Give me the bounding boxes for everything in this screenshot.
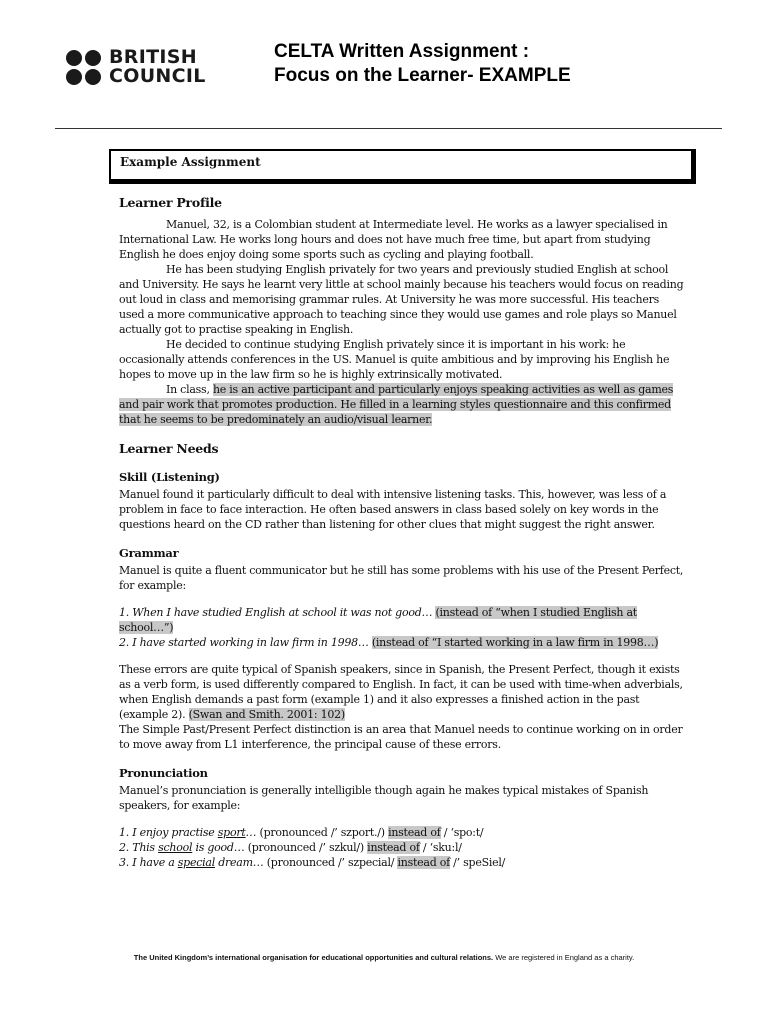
heading-learner-profile: Learner Profile <box>119 195 222 210</box>
logo-dots-icon <box>66 48 106 88</box>
logo-line-2: COUNCIL <box>109 65 206 87</box>
document-title <box>274 40 571 88</box>
pron-ex1-instead: instead of <box>388 826 441 839</box>
pron-ex3-pron: (pronounced /’ szpecial/ <box>263 856 398 869</box>
profile-paragraph-2: He has been studying English privately for two years and previously studied English at school and University. He says he learnt very little at school mainly because his teachers would focus on reading out loud in class and memorising grammar rules. At University he was more successful. His teachers used a more communicative approach to teaching since they would use games and role plays so Manuel actually got to practise speaking in English. <box>119 263 684 336</box>
grammar-citation: (Swan and Smith. 2001: 102) <box>188 708 345 721</box>
grammar-ex1-text: 1. When I have studied English at school it was not good… <box>119 606 433 619</box>
grammar-paragraph-2: The Simple Past/Present Perfect distinction is an area that Manuel needs to continue working on in order to move away from L1 interference, the principal cause of these errors. <box>119 723 683 751</box>
box-label: Example Assignment <box>120 155 261 169</box>
pronunciation-intro: Manuel’s pronunciation is generally intelligible though again he makes typical mistakes of Spanish speakers, for example: <box>119 784 649 812</box>
pron-ex2-word: school <box>158 841 193 854</box>
pronunciation-example-1 <box>119 825 687 840</box>
grammar-example-1 <box>119 605 687 635</box>
title-line-1: CELTA Written Assignment : <box>274 41 530 62</box>
profile-p4-plain: In class, <box>166 383 210 396</box>
grammar-intro: Manuel is quite a fluent communicator but he still has some problems with his use of the Present Perfect, for example: <box>119 564 684 592</box>
grammar-ex2-note: (instead of “I started working in a law firm in 1998…) <box>371 636 659 649</box>
pron-ex1-a: 1. I enjoy practise <box>119 826 218 839</box>
heading-learner-needs: Learner Needs <box>119 441 219 456</box>
header-divider <box>55 128 722 129</box>
logo-line-1: BRITISH <box>109 46 197 68</box>
logo-text <box>109 48 206 86</box>
section-box <box>109 149 696 184</box>
pron-ex2-pron: (pronounced /’ szkul/) <box>244 841 368 854</box>
footer-normal: We are registered in England as a charity. <box>493 953 635 962</box>
footer-bold: The United Kingdom’s international organisation for educational opportunities and cultural relations. <box>133 953 494 962</box>
profile-paragraph-1: Manuel, 32, is a Colombian student at Intermediate level. He works as a lawyer specialised in International Law. He works long hours and does not have much free time, but apart from studying English he does enjoy doing some sports such as cycling and playing football. <box>119 218 668 261</box>
grammar-ex1-note: (instead of “when I studied English at school…”) <box>119 606 637 634</box>
document-body <box>119 194 687 870</box>
grammar-ex2-text: 2. I have started working in law firm in 1998… <box>119 636 369 649</box>
pron-ex2-a: 2. This <box>119 841 159 854</box>
pron-ex1-b: … <box>245 826 257 839</box>
grammar-example-2 <box>119 635 687 650</box>
pron-ex1-pron: (pronounced /’ szport./) <box>256 826 389 839</box>
british-council-logo <box>66 48 216 92</box>
pron-ex2-instead: instead of <box>367 841 420 854</box>
pronunciation-example-3 <box>119 855 687 870</box>
profile-paragraph-4 <box>119 382 687 427</box>
pron-ex3-word: special <box>177 856 215 869</box>
pron-ex3-instead: instead of <box>397 856 450 869</box>
grammar-paragraph-1 <box>119 662 687 722</box>
page-footer <box>0 953 768 962</box>
pron-ex2-target: / ‘sku:l/ <box>419 841 462 854</box>
profile-paragraph-3: He decided to continue studying English privately since it is important in his work: he occasionally attends conferences in the US. Manuel is quite ambitious and by improving his English he hopes to move up in the law firm so he is highly extrinsically motivated. <box>119 338 670 381</box>
pron-ex3-b: dream… <box>214 856 264 869</box>
pron-ex1-target: / ‘spo:t/ <box>440 826 484 839</box>
heading-listening: Skill (Listening) <box>119 470 220 484</box>
pron-ex2-b: is good… <box>192 841 245 854</box>
title-line-2: Focus on the Learner- EXAMPLE <box>274 65 571 86</box>
grammar-p1-text: These errors are quite typical of Spanish speakers, since in Spanish, the Present Perfect, though it exists as a verb form, is used differently compared to English. In fact, it can be used with time-when adverbials, when English demands a past form (example 1) and it also expresses a finished action in the past (example 2). <box>119 663 683 721</box>
pron-ex3-target: /’ speSiel/ <box>449 856 506 869</box>
heading-grammar: Grammar <box>119 546 179 560</box>
pron-ex1-word: sport <box>217 826 246 839</box>
profile-p4-highlight: he is an active participant and particularly enjoys speaking activities as well as games and pair work that promotes production. He filled in a learning styles questionnaire and this confirmed that he seems to be predominately an audio/visual learner. <box>119 383 674 426</box>
heading-pronunciation: Pronunciation <box>119 766 208 780</box>
pron-ex3-a: 3. I have a <box>119 856 178 869</box>
pronunciation-example-2 <box>119 840 687 855</box>
listening-paragraph: Manuel found it particularly difficult to deal with intensive listening tasks. This, however, was less of a problem in face to face interaction. He often based answers in class based solely on key words in the questions heard on the CD rather than listening for other clues that might suggest the right answer. <box>119 488 667 531</box>
